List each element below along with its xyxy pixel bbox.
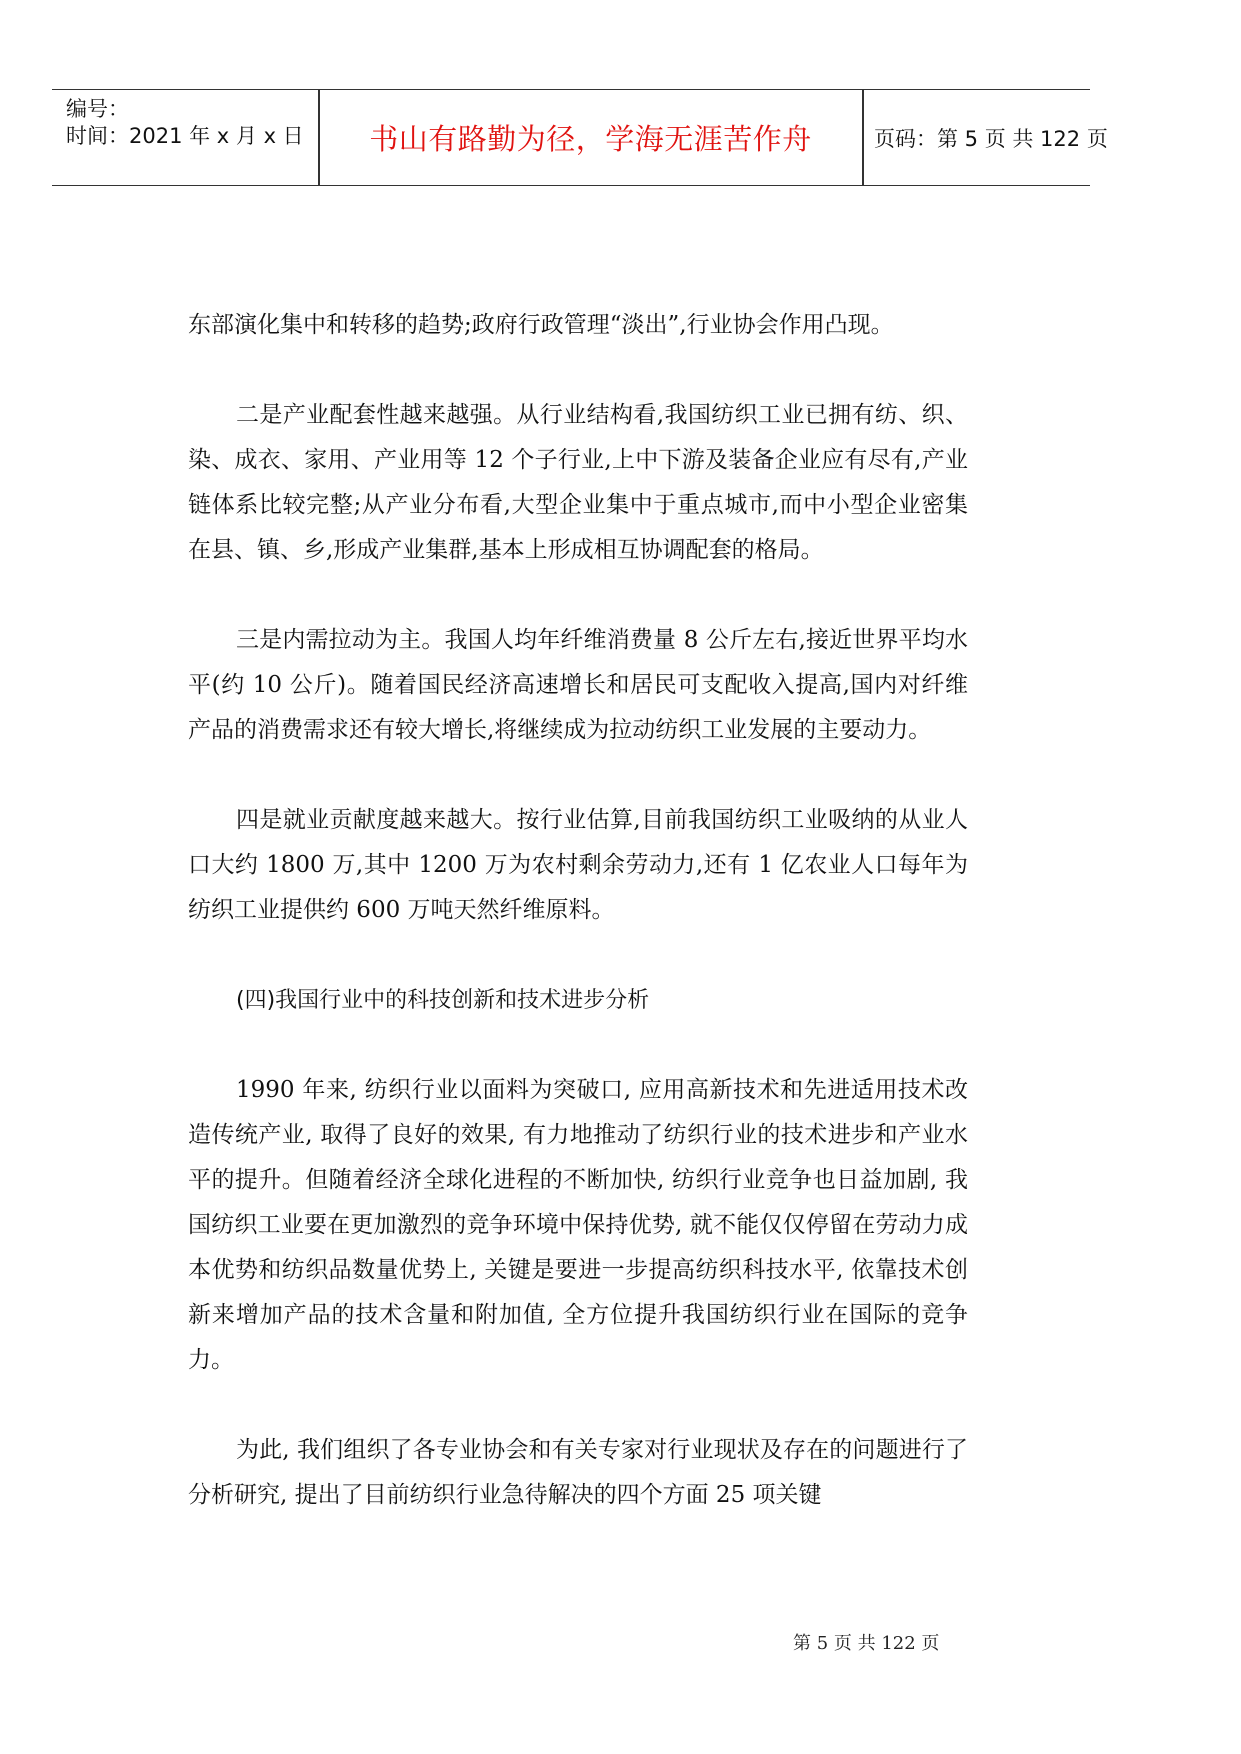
document-number-label: 编号： xyxy=(66,97,129,121)
paragraph-tech-progress: 1990 年来, 纺织行业以面料为突破口, 应用高新技术和先进适用技术改造传统产业, 取得了良好的效果, 有力地推动了纺织行业的技术进步和产业水平的提升。但随着经济全球化进程的不断加快, 纺织行业竞争也日益加剧, 我国纺织工业要在更加激烈的竞争环境中保持优势, 就不能仅仅停留在劳动力成本优势和纺织品数量优势上, 关键是要进一步提高纺织科技水平, 依靠技术创新来增加产品的技术含量和附加值, 全方位提升我国纺织行业在国际的竞争力。 xyxy=(188,1077,968,1373)
header-page-info: 页码：第 5 页 共 122 页 xyxy=(874,126,1108,151)
section-heading: (四)我国行业中的科技创新和技术进步分析 xyxy=(236,988,650,1013)
header-motto: 书山有路勤为径，学海无涯苦作舟 xyxy=(369,122,812,156)
header-table xyxy=(52,89,1108,186)
document-body xyxy=(188,303,968,1518)
paragraph-continuation: 东部演化集中和转移的趋势;政府行政管理“淡出”,行业协会作用凸现。 xyxy=(188,312,894,338)
paragraph-industry-support: 二是产业配套性越来越强。从行业结构看,我国纺织工业已拥有纺、织、染、成衣、家用、产业用等 12 个子行业,上中下游及装备企业应有尽有,产业链体系比较完整;从产业分布看,大型企业集中于重点城市,而中小型企业密集在县、镇、乡,形成产业集群,基本上形成相互协调配套的格局。 xyxy=(188,402,968,563)
document-date: 时间：2021 年 x 月 x 日 xyxy=(66,124,304,148)
paragraph-research: 为此, 我们组织了各专业协会和有关专家对行业现状及存在的问题进行了分析研究, 提出了目前纺织行业急待解决的四个方面 25 项关键 xyxy=(188,1437,968,1508)
paragraph-domestic-demand: 三是内需拉动为主。我国人均年纤维消费量 8 公斤左右,接近世界平均水平(约 10 公斤)。随着国民经济高速增长和居民可支配收入提高,国内对纤维产品的消费需求还有较大增长,将继续成为拉动纺织工业发展的主要动力。 xyxy=(188,627,968,743)
paragraph-employment: 四是就业贡献度越来越大。按行业估算,目前我国纺织工业吸纳的从业人口大约 1800 万,其中 1200 万为农村剩余劳动力,还有 1 亿农业人口每年为纺织工业提供约 600 万吨天然纤维原料。 xyxy=(188,807,968,923)
page-footer: 第 5 页 共 122 页 xyxy=(793,1633,940,1654)
header-meta-cell xyxy=(52,90,318,185)
